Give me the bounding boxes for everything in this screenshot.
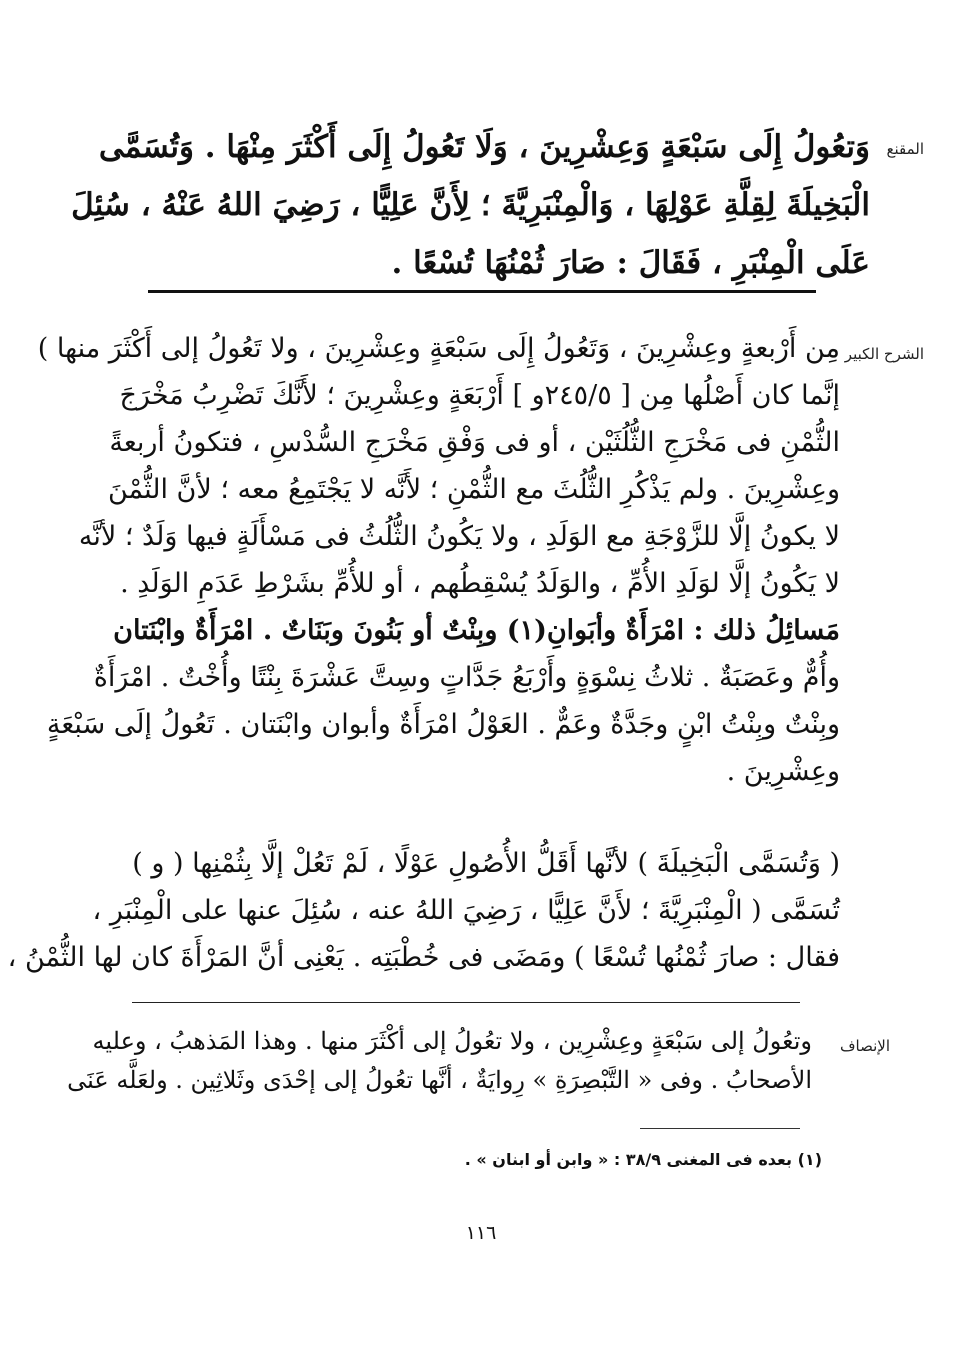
page-number: ١١٦ bbox=[465, 1222, 497, 1244]
section-divider bbox=[132, 1002, 800, 1003]
section-label-insaf: الإنصاف bbox=[839, 1037, 890, 1055]
text-line: ( وَتُسَمَّى الْبَخِيلَةَ ) لأنَّها أَقَلُّ الأُصُولِ عَوْلًا ، لَمْ تَعُلْ إلَّا بِثُمْنِها ( و ) bbox=[132, 848, 840, 879]
text-line: وبِنْتٌ وبِنْتُ ابْنٍ وجَدَّةٌ وعَمٌّ . العَوْلُ امْرَأَةٌ وأبوان وابْنَتان . تَعُولُ إلَى سَبْعَةٍ bbox=[46, 709, 840, 740]
text-line: وأُمٌّ وعَصَبَةٌ . ثلاثُ نِسْوَةٍ وأَرْبَعُ جَدَّاتٍ وسِتَّ عَشْرَةَ بِنْتًا وأُخْتٌ . امْرَأَةٌ bbox=[93, 662, 840, 693]
text-line: فقال : صارَ ثُمْنُها تُسْعًا ) ومَضَى فى خُطْبَتِه . يَعْنِى أنَّ المَرْأَةَ كان لها الثُّمْنُ ، bbox=[7, 942, 840, 973]
text-line: وتعُولُ إلى سَبْعَةٍ وعِشْرِين ، ولا تعُولُ إلى أكْثَرَ منها . وهذا المَذهبُ ، وعليه bbox=[92, 1027, 812, 1055]
sharh-text-2 bbox=[7, 840, 840, 981]
masail-line: مَسائِلُ ذلك : امْرَأَةٌ وأبَوانِ(١) وبِنْتٌ أو بَنُونَ وبَنَاتٌ . امْرَأَةٌ وابْنَتان bbox=[113, 615, 840, 646]
text-line: إنَّما كان أَصْلُها مِن [ ٢٤٥/٥و ] أَرْبَعَةٍ وعِشْرِينَ ؛ لأَنَّكَ تَضْرِبُ مَخْرَجَ bbox=[119, 380, 840, 411]
text-line: عَلَى الْمِنْبَرِ ، فَقَالَ : صَارَ ثُمْنُهَا تُسْعًا . bbox=[391, 245, 870, 281]
text-line: وَتعُولُ إِلَى سَبْعَةٍ وَعِشْرِينَ ، وَلَا تَعُولُ إِلَى أَكْثَرَ مِنْهَا . وَتُسَمَّى bbox=[98, 129, 870, 165]
muqni-text bbox=[71, 118, 870, 292]
footnote-divider bbox=[640, 1128, 800, 1129]
section-label-sharh: الشرح الكبير bbox=[844, 345, 924, 363]
section-divider bbox=[148, 290, 816, 293]
text-line: تُسَمَّى ( الْمِنْبَرِيَّةَ ؛ لأَنَّ عَلِيًّا ، رَضِيَ اللهُ عنه ، سُئِلَ عنها على الْمِنْبَرِ ، bbox=[92, 895, 840, 926]
insaf-text bbox=[67, 1022, 812, 1100]
section-label-muqni: المقنع bbox=[886, 140, 924, 158]
text-line: وعِشْرِينَ . bbox=[726, 756, 840, 787]
text-line: مِن أَرْبعةٍ وعِشْرِينَ ، وَتَعُولُ إِلَى سَبْعَةٍ وعِشْرِينَ ، ولا تَعُولُ إلى أَكْثَرَ منها ) bbox=[37, 333, 840, 364]
sharh-text bbox=[37, 325, 840, 795]
text-line: وعِشْرِينَ . ولم يَذْكُرِ الثُّلُثَ مع الثُّمْنِ ؛ لأَنَّه لا يَجْتَمِعُ معه ؛ لأنَّ الثُّمْنَ bbox=[107, 474, 840, 505]
text-line: الثُّمْنِ فى مَخْرَجِ الثُّلُثَيْن ، أو فى وَفْقِ مَخْرَجِ السُّدْسِ ، فتكونُ أربعةً bbox=[109, 427, 840, 458]
text-line: لا يَكُونُ إلَّا لوَلَدِ الأُمِّ ، والوَلَدُ يُسْقِطُهم ، أو للأُمِّ بشَرْطِ عَدَمِ الوَلَدِ . bbox=[120, 568, 840, 599]
text-line: لا يكونُ إلَّا للزَّوْجَةِ مع الوَلَدِ ، ولا يَكُونُ الثُّلُثُ فى مَسْأَلَةٍ فيها وَلَدٌ ؛ لأنَّه bbox=[78, 521, 840, 552]
text-line: الْبَخِيلَةَ لِقِلَّةِ عَوْلِهَا ، وَالْمِنْبَرِيَّةَ ؛ لِأَنَّ عَلِيًّا ، رَضِيَ اللهُ عَنْهُ ، سُئِلَ bbox=[71, 187, 870, 223]
footnote: (١) بعده فى المغنى ٣٨/٩ : « وابن أو ابنان » . bbox=[464, 1150, 822, 1169]
text-line: الأصحابُ . وفى « التَّبْصِرَةِ » رِوايَةٌ ، أنَّها تعُولُ إلى إحْدَى وثَلاثِين . ولعَلَّه عَنَى bbox=[67, 1066, 812, 1094]
